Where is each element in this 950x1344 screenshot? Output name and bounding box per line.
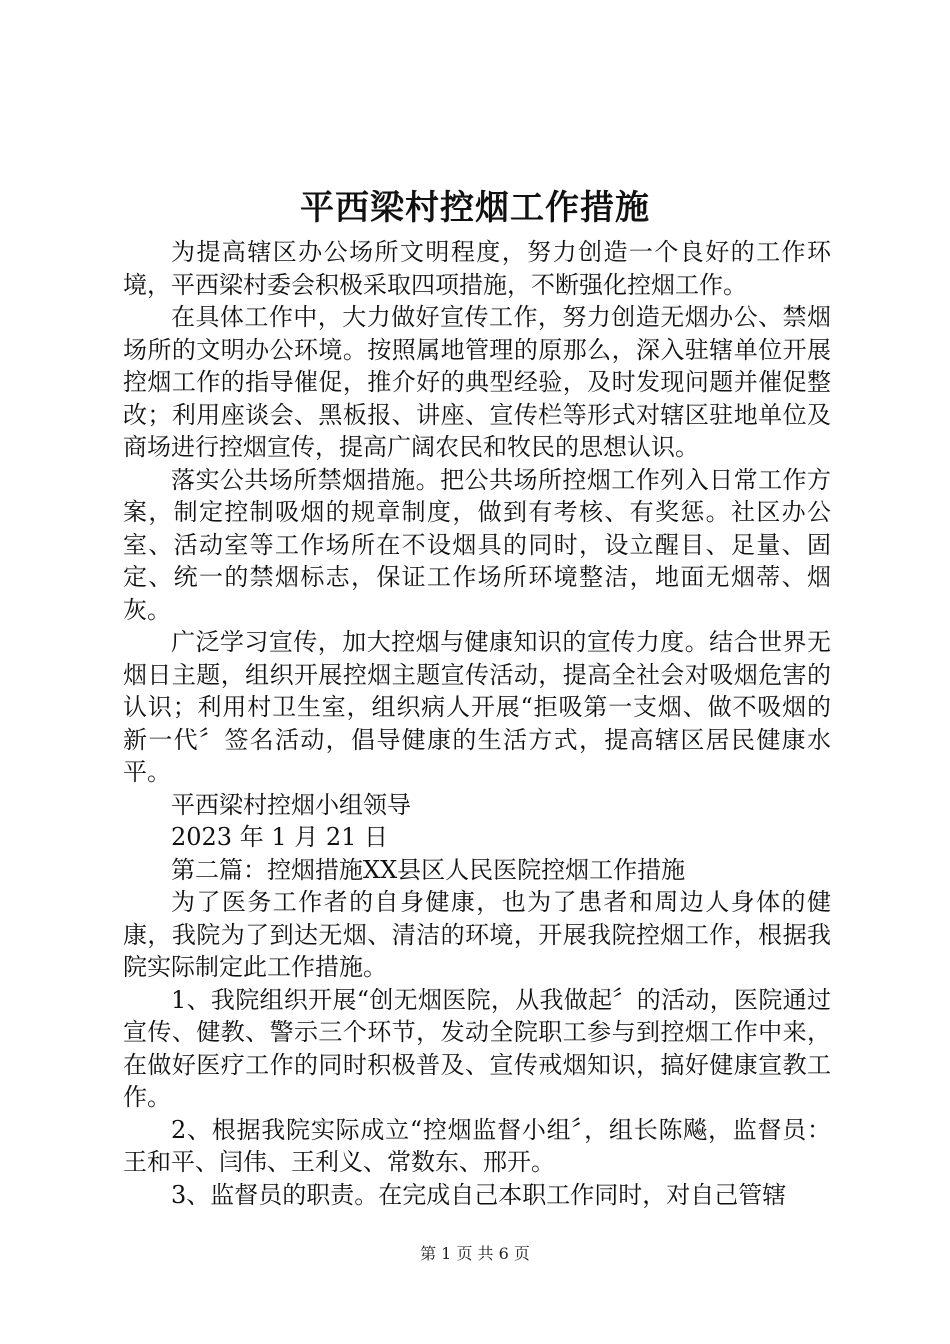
document-title: 平西梁村控烟工作措施 (300, 188, 650, 228)
paragraph: 2、根据我院实际成立“控烟监督小组〞，组长陈飚，监督员：王和平、闫伟、王利义、常数东、邢开。 (123, 1115, 831, 1176)
paragraph: 1、我院组织开展“创无烟医院，从我做起〞的活动，医院通过宣传、健教、警示三个环节，发动全院职工参与到控烟工作中来，在做好医疗工作的同时积极普及、宣传戒烟知识，搞好健康宣教工作。 (123, 985, 831, 1111)
paragraph: 落实公共场所禁烟措施。把公共场所控烟工作列入日常工作方案，制定控制吸烟的规章制度，做到有考核、有奖惩。社区办公室、活动室等工作场所在不设烟具的同时，设立醒目、足量、固定、统一的禁烟标志，保证工作场所环境整洁，地面无烟蒂、烟灰。 (123, 465, 831, 624)
section-heading: 第二篇：控烟措施XX县区人民医院控烟工作措施 (171, 855, 686, 884)
paragraph: 为提高辖区办公场所文明程度，努力创造一个良好的工作环境，平西梁村委会积极采取四项措施，不断强化控烟工作。 (123, 238, 831, 299)
paragraph: 广泛学习宣传，加大控烟与健康知识的宣传力度。结合世界无烟日主题，组织开展控烟主题宣传活动，提高全社会对吸烟危害的认识；利用村卫生室，组织病人开展“拒吸第一支烟、做不吸烟的新一代〞签名活动，倡导健康的生活方式，提高辖区居民健康水平。 (123, 628, 831, 786)
signature-line: 平西梁村控烟小组领导 (171, 790, 411, 819)
paragraph: 在具体工作中，大力做好宣传工作，努力创造无烟办公、禁烟场所的文明办公环境。按照属地管理的原那么，深入驻辖单位开展控烟工作的指导催促，推介好的典型经验，及时发现问题并催促整改；利用座谈会、黑板报、讲座、宣传栏等形式对辖区驻地单位及商场进行控烟宣传，提高广阔农民和牧民的思想认识。 (123, 303, 831, 461)
page-footer: 第 1 页 共 6 页 (420, 1244, 530, 1263)
date-line: 2023 年 1 月 21 日 (171, 823, 389, 851)
document-body (123, 236, 831, 1211)
paragraph: 3、监督员的职责。在完成自己本职工作同时，对自己管辖 (171, 1180, 787, 1209)
paragraph: 为了医务工作者的自身健康，也为了患者和周边人身体的健康，我院为了到达无烟、清洁的环境，开展我院控烟工作，根据我院实际制定此工作措施。 (123, 888, 831, 981)
